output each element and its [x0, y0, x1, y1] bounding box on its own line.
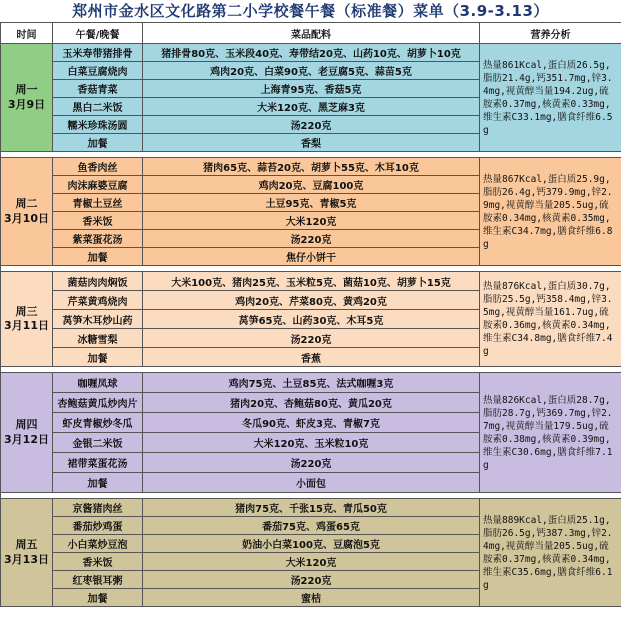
dish-ingredients: 大米120克: [143, 212, 480, 230]
dish-ingredients: 鸡肉20克、芹菜80克、黄鸡20克: [143, 291, 480, 310]
menu-row: [1, 373, 621, 393]
dish-name: 鱼香肉丝: [53, 158, 143, 176]
dish-name: 肉沫麻婆豆腐: [53, 176, 143, 194]
dish-name: 杏鲍菇黄瓜炒肉片: [53, 393, 143, 413]
dish-ingredients: 汤220克: [143, 116, 480, 134]
day-date: 3月13日: [4, 552, 49, 566]
dish-ingredients: 奶油小白菜100克、豆腐泡5克: [143, 535, 480, 553]
nutrition-analysis: 热量861Kcal,蛋白质26.5g,脂肪21.4g,钙351.7mg,锌3.4mg,视黄醇当量194.2ug,硫胺素0.37mg,核黄素0.33mg,维生素C33.1mg,膳食纤维6.5g: [480, 44, 621, 152]
dish-ingredients: 猪肉75克、千张15克、青瓜50克: [143, 499, 480, 517]
day-cell: [1, 44, 53, 152]
menu-row: [1, 44, 621, 62]
nutrition-analysis: 热量889Kcal,蛋白质25.1g,脂肪26.5g,钙387.3mg,锌2.4mg,视黄醇当量205.5ug,硫胺素0.37mg,核黄素0.34mg,维生素C35.6mg,膳食纤维6.1g: [480, 499, 621, 607]
menu-row: [1, 158, 621, 176]
dish-ingredients: 猪排骨80克、玉米段40克、寿带结20克、山药10克、胡萝卜10克: [143, 44, 480, 62]
dish-ingredients: 鸡肉20克、豆腐100克: [143, 176, 480, 194]
dish-name: 京酱猪肉丝: [53, 499, 143, 517]
dish-name: 金银二米饭: [53, 433, 143, 453]
header-date: 时间: [1, 23, 53, 44]
menu-table: [0, 22, 621, 607]
dish-ingredients: 上海青95克、香菇5克: [143, 80, 480, 98]
header-nutrition: 营养分析: [480, 23, 621, 44]
dish-ingredients: 冬瓜90克、虾皮3克、青椒7克: [143, 413, 480, 433]
dish-name: 莴笋木耳炒山药: [53, 310, 143, 329]
dish-ingredients: 猪肉20克、杏鲍菇80克、黄瓜20克: [143, 393, 480, 413]
dish-ingredients: 莴笋65克、山药30克、木耳5克: [143, 310, 480, 329]
day-date: 3月12日: [4, 432, 49, 446]
dish-name: 青椒土豆丝: [53, 194, 143, 212]
dish-name: 冰糖雪梨: [53, 329, 143, 348]
day-cell: [1, 158, 53, 266]
menu-row: [1, 272, 621, 291]
dish-name: 香米饭: [53, 212, 143, 230]
nutrition-analysis: 热量876Kcal,蛋白质30.7g,脂肪25.5g,钙358.4mg,锌3.5mg,视黄醇当量161.7ug,硫胺素0.36mg,核黄素0.34mg,维生素C34.8mg,膳食纤维7.4g: [480, 272, 621, 367]
dish-ingredients: 香蕉: [143, 348, 480, 367]
header-meal: 午餐/晚餐: [53, 23, 143, 44]
dish-ingredients: 大米120克、玉米粒10克: [143, 433, 480, 453]
dish-ingredients: 香梨: [143, 134, 480, 152]
day-name: 周三: [15, 304, 38, 318]
nutrition-analysis: 热量826Kcal,蛋白质28.7g,脂肪28.7g,钙369.7mg,锌2.7mg,视黄醇当量179.5ug,硫胺素0.38mg,核黄素0.39mg,维生素C30.6mg,膳食纤维7.1g: [480, 373, 621, 493]
dish-name: 虾皮青椒炒冬瓜: [53, 413, 143, 433]
dish-name: 小白菜炒豆泡: [53, 535, 143, 553]
dish-name: 糯米珍珠汤圆: [53, 116, 143, 134]
page-title: 郑州市金水区文化路第二小学校餐午餐（标准餐）菜单（3.9-3.13）: [72, 2, 549, 20]
header-ingredients: 菜品配料: [143, 23, 480, 44]
dish-name: 加餐: [53, 589, 143, 607]
dish-ingredients: 大米120克: [143, 553, 480, 571]
day-date: 3月11日: [4, 319, 49, 332]
dish-name: 紫菜蛋花汤: [53, 230, 143, 248]
dish-ingredients: 大米120克、黑芝麻3克: [143, 98, 480, 116]
dish-ingredients: 蜜桔: [143, 589, 480, 607]
dish-ingredients: 猪肉65克、蒜苔20克、胡萝卜55克、木耳10克: [143, 158, 480, 176]
dish-ingredients: 焦仔小饼干: [143, 248, 480, 266]
dish-name: 裙带菜蛋花汤: [53, 453, 143, 473]
dish-name: 番茄炒鸡蛋: [53, 517, 143, 535]
menu-body: [1, 44, 621, 607]
dish-name: 白菜豆腐烧肉: [53, 62, 143, 80]
dish-name: 加餐: [53, 473, 143, 493]
menu-row: [1, 499, 621, 517]
dish-name: 加餐: [53, 134, 143, 152]
day-name: 周五: [15, 538, 38, 552]
nutrition-analysis: 热量867Kcal,蛋白质25.9g,脂肪26.4g,钙379.9mg,锌2.9mg,视黄醇当量205.5ug,硫胺素0.34mg,核黄素0.35mg,维生素C34.7mg,膳食纤维6.8g: [480, 158, 621, 266]
dish-ingredients: 鸡肉75克、土豆85克、法式咖喱3克: [143, 373, 480, 393]
dish-ingredients: 汤220克: [143, 453, 480, 473]
dish-name: 菌菇肉肉焖饭: [53, 272, 143, 291]
dish-ingredients: 大米100克、猪肉25克、玉米粒5克、菌菇10克、胡萝卜15克: [143, 272, 480, 291]
day-date: 3月9日: [7, 97, 46, 111]
dish-name: 玉米寿带猪排骨: [53, 44, 143, 62]
day-date: 3月10日: [4, 211, 49, 225]
dish-name: 咖喱凤球: [53, 373, 143, 393]
dish-ingredients: 鸡肉20克、白菜90克、老豆腐5克、蒜苗5克: [143, 62, 480, 80]
header-row: [1, 23, 621, 44]
dish-name: 香米饭: [53, 553, 143, 571]
dish-ingredients: 汤220克: [143, 571, 480, 589]
dish-name: 芹菜黄鸡烧肉: [53, 291, 143, 310]
dish-ingredients: 小面包: [143, 473, 480, 493]
dish-name: 红枣银耳粥: [53, 571, 143, 589]
dish-name: 黑白二米饭: [53, 98, 143, 116]
day-name: 周一: [15, 83, 38, 97]
day-cell: [1, 272, 53, 367]
day-cell: [1, 373, 53, 493]
day-name: 周二: [15, 197, 38, 211]
dish-name: 加餐: [53, 248, 143, 266]
dish-ingredients: 土豆95克、青椒5克: [143, 194, 480, 212]
dish-name: 香菇青菜: [53, 80, 143, 98]
day-name: 周四: [15, 418, 38, 432]
dish-ingredients: 汤220克: [143, 329, 480, 348]
day-cell: [1, 499, 53, 607]
dish-name: 加餐: [53, 348, 143, 367]
dish-ingredients: 汤220克: [143, 230, 480, 248]
dish-ingredients: 番茄75克、鸡蛋65克: [143, 517, 480, 535]
